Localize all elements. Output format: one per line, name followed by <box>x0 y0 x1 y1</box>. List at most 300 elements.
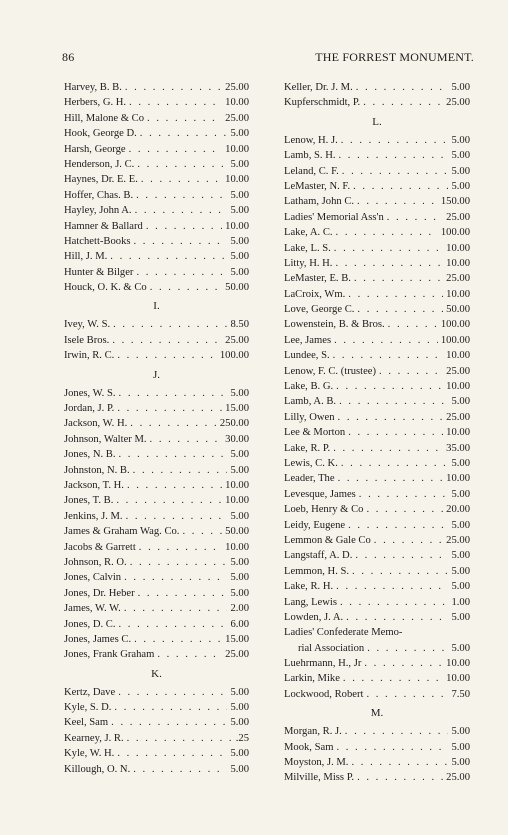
subscriber-name: Jones, W. S. <box>64 387 116 399</box>
section-letter: M. <box>370 707 384 720</box>
subscription-amount: 10.00 <box>446 381 470 393</box>
subscriber-entry <box>64 401 249 416</box>
subscriber-entry <box>284 564 470 579</box>
subscriber-name: Ivey, W. S. <box>64 319 111 331</box>
subscription-amount: 5.00 <box>230 587 249 599</box>
dot-leader <box>338 471 444 486</box>
subscriber-name: Lamb, S. H. <box>284 150 336 162</box>
subscriber-name: Irwin, R. C. <box>64 350 115 362</box>
subscriber-entry <box>64 333 249 348</box>
subscription-amount: 100.00 <box>440 334 470 346</box>
subscription-amount: 100.00 <box>440 227 470 239</box>
subscriber-entry <box>64 432 249 447</box>
dot-leader <box>342 164 449 179</box>
dot-leader <box>335 256 443 271</box>
subscription-amount: 5.00 <box>230 763 249 775</box>
dot-leader <box>146 219 222 234</box>
subscriber-name: Leidy, Eugene <box>284 519 346 531</box>
subscriber-name: Jackson, W. H. <box>64 418 128 430</box>
subscriber-entry <box>284 394 470 409</box>
dot-leader <box>130 555 228 570</box>
page-header <box>62 50 474 66</box>
subscriber-entry <box>284 302 470 317</box>
dot-leader <box>116 493 222 508</box>
subscriber-name: Hill, J. M. <box>64 251 108 263</box>
subscription-amount: 5.00 <box>451 757 470 769</box>
dot-leader <box>117 746 227 761</box>
subscription-amount: 10.00 <box>225 174 249 186</box>
subscriber-entry <box>64 731 249 746</box>
dot-leader <box>129 95 222 110</box>
subscription-amount: 10.00 <box>446 242 470 254</box>
dot-leader <box>126 509 228 524</box>
dot-leader <box>137 157 227 172</box>
subscriber-name: Loeb, Henry & Co <box>284 504 364 516</box>
subscription-amount: 25.00 <box>225 112 249 124</box>
subscription-amount: 7.50 <box>451 688 470 700</box>
subscriber-name: Lemmon, H. S. <box>284 565 350 577</box>
section-letter: I. <box>153 300 160 313</box>
subscription-amount: 100.00 <box>219 350 249 362</box>
subscriber-entry <box>64 386 249 401</box>
dot-leader <box>339 148 449 163</box>
subscriber-name: Levesque, James <box>284 488 356 500</box>
subscriber-entry <box>64 509 249 524</box>
subscriber-entry <box>64 746 249 761</box>
dot-leader <box>336 579 448 594</box>
subscription-amount: 5.00 <box>230 449 249 461</box>
dot-leader <box>141 172 222 187</box>
subscriber-entry <box>64 478 249 493</box>
subscription-amount: 1.00 <box>451 596 470 608</box>
subscriber-entry <box>64 570 249 585</box>
dot-leader <box>336 740 448 755</box>
subscriber-entry <box>64 416 249 431</box>
subscriber-entry <box>284 456 470 471</box>
dot-leader <box>129 142 223 157</box>
subscriber-entry <box>64 234 249 249</box>
subscription-amount: 10.00 <box>446 257 470 269</box>
subscriber-entry <box>64 142 249 157</box>
subscription-amount: 25.00 <box>446 411 470 423</box>
section-letter: L. <box>372 115 382 128</box>
dot-leader <box>140 126 228 141</box>
subscription-amount: 25.00 <box>225 649 249 661</box>
right-column <box>284 80 470 786</box>
subscriber-name: Isele Bros. <box>64 334 110 346</box>
subscriber-name: Lee & Morton <box>284 427 346 439</box>
subscriber-entry <box>284 518 470 533</box>
subscriber-name: Lake, R. H. <box>284 581 334 593</box>
subscriber-entry <box>64 685 249 700</box>
subscription-amount: 5.00 <box>451 642 470 654</box>
dot-leader <box>333 441 443 456</box>
subscription-amount: 25.00 <box>446 365 470 377</box>
subscription-amount: 30.00 <box>225 433 249 445</box>
subscriber-name: Lang, Lewis <box>284 596 337 608</box>
dot-leader <box>363 95 443 110</box>
subscription-amount: 5.00 <box>230 702 249 714</box>
subscriber-name: Hatchett-Books <box>64 235 131 247</box>
dot-leader <box>133 463 228 478</box>
subscription-amount: 5.00 <box>451 519 470 531</box>
dot-leader <box>366 502 443 517</box>
subscription-amount: 5.00 <box>230 251 249 263</box>
subscriber-entry <box>64 463 249 478</box>
dot-leader <box>351 755 448 770</box>
dot-leader <box>134 234 228 249</box>
subscriber-name: Lewis, C. K. <box>284 457 338 469</box>
subscription-amount: 10.00 <box>225 479 249 491</box>
subscriber-entry <box>284 625 470 640</box>
subscriber-name: Langstaff, A. D. <box>284 550 353 562</box>
dot-leader <box>340 595 448 610</box>
subscriber-name: Kyle, S. D. <box>64 702 112 714</box>
dot-leader <box>150 280 222 295</box>
dot-leader <box>114 700 227 715</box>
subscription-amount: 35.00 <box>446 442 470 454</box>
subscription-amount: 5.00 <box>230 510 249 522</box>
subscription-amount: 5.00 <box>230 748 249 760</box>
subscriber-name: Morgan, R. J. <box>284 726 342 738</box>
subscription-amount: 25.00 <box>225 82 249 93</box>
subscriber-entry <box>284 755 470 770</box>
subscriber-name: Jones, Calvin <box>64 572 122 584</box>
dot-leader <box>339 394 448 409</box>
dot-leader <box>379 364 443 379</box>
subscription-amount: 5.00 <box>230 266 249 278</box>
dot-leader <box>182 524 222 539</box>
subscriber-entry <box>284 164 470 179</box>
subscriber-entry <box>284 687 470 702</box>
dot-leader <box>387 210 443 225</box>
subscriber-entry <box>64 219 249 234</box>
subscriber-name: Herbers, G. H. <box>64 97 127 109</box>
subscription-amount: 25.00 <box>446 273 470 285</box>
dot-leader <box>359 487 449 502</box>
subscription-amount: 5.00 <box>451 165 470 177</box>
subscription-amount: 10.00 <box>446 350 470 362</box>
subscriber-name: Keller, Dr. J. M. <box>284 82 353 93</box>
subscription-amount: 10.00 <box>225 220 249 232</box>
subscriber-name: Jenkins, J. M. <box>64 510 123 522</box>
subscriber-entry <box>64 647 249 662</box>
dot-leader <box>119 617 228 632</box>
dot-leader <box>136 265 227 280</box>
subscriber-name: Killough, O. N. <box>64 763 131 775</box>
subscriber-name: Jones, Dr. Heber <box>64 587 135 599</box>
subscription-amount: 25.00 <box>446 211 470 223</box>
dot-leader <box>364 656 443 671</box>
subscriber-name: Moyston, J. M. <box>284 757 349 769</box>
section-letter: J. <box>152 368 161 381</box>
subscription-amount: 10.00 <box>225 97 249 109</box>
subscriber-name: Hook, George D. <box>64 128 137 140</box>
dot-leader <box>348 518 448 533</box>
subscriber-name: Lake, A. C. <box>284 227 333 239</box>
subscription-amount: 5.00 <box>451 611 470 623</box>
subscription-amount: .25 <box>235 732 249 744</box>
subscription-amount: 100.00 <box>440 319 470 331</box>
dot-leader <box>117 401 222 416</box>
subscriber-entry <box>64 80 249 95</box>
subscriber-entry <box>284 317 470 332</box>
subscriber-entry <box>284 241 470 256</box>
dot-leader <box>119 386 228 401</box>
subscriber-name: James & Graham Wag. Co. <box>64 526 180 538</box>
dot-leader <box>124 570 227 585</box>
subscriber-name: Harsh, George <box>64 143 126 155</box>
subscription-amount: 10.00 <box>446 288 470 300</box>
subscription-amount: 25.00 <box>225 334 249 346</box>
subscriber-name: Hoffer, Chas. B. <box>64 189 134 201</box>
subscriber-name: rial Association <box>298 642 365 654</box>
subscriber-entry <box>284 194 470 209</box>
subscriber-name: Kertz, Dave <box>64 686 116 698</box>
subscription-amount: 5.00 <box>230 686 249 698</box>
dot-leader <box>338 410 444 425</box>
dot-leader <box>374 533 443 548</box>
subscriber-name: Hill, Malone & Co <box>64 112 145 124</box>
subscriber-entry <box>284 95 470 110</box>
subscriber-entry <box>64 95 249 110</box>
subscriber-entry <box>64 348 249 363</box>
subscription-amount: 10.00 <box>446 658 470 670</box>
subscription-amount: 15.00 <box>225 633 249 645</box>
subscriber-entry <box>284 502 470 517</box>
dot-leader <box>157 647 222 662</box>
subscriber-name: Lake, L. S. <box>284 242 331 254</box>
dot-leader <box>357 770 443 785</box>
subscriber-name: Luehrmann, H., Jr <box>284 658 362 670</box>
dot-leader <box>150 432 223 447</box>
subscriber-name: Lundee, S. <box>284 350 330 362</box>
dot-leader <box>345 724 449 739</box>
subscriber-name: Henderson, J. C. <box>64 158 135 170</box>
subscriber-name: Lowenstein, B. & Bros. <box>284 319 385 331</box>
subscriber-name: Houck, O. K. & Co <box>64 282 147 294</box>
subscriber-entry <box>64 265 249 280</box>
subscription-amount: 10.00 <box>446 673 470 685</box>
subscriber-name: Lee, James <box>284 334 332 346</box>
subscriber-name: Johnson, R. O. <box>64 556 127 568</box>
subscription-amount: 5.00 <box>230 189 249 201</box>
subscriber-name: LeMaster, E. B. <box>284 273 351 285</box>
subscription-amount: 5.00 <box>451 134 470 146</box>
dot-leader <box>352 564 448 579</box>
subscriber-name: Jones, N. B. <box>64 449 116 461</box>
dot-leader <box>147 111 222 126</box>
subscription-amount: 20.00 <box>446 504 470 516</box>
subscription-amount: 5.00 <box>230 387 249 399</box>
subscriber-name: Johnson, Walter M. <box>64 433 147 445</box>
subscriber-name: Ladies' Memorial Ass'n <box>284 211 384 223</box>
subscriber-name: Lenow, H. J. <box>284 134 338 146</box>
dot-leader <box>136 188 227 203</box>
dot-leader <box>134 632 222 647</box>
subscriber-name: Hamner & Ballard <box>64 220 143 232</box>
subscriber-name: Lake, R. P. <box>284 442 331 454</box>
subscriber-entry <box>284 225 470 240</box>
subscriber-entry <box>64 700 249 715</box>
subscriber-name: Jackson, T. H. <box>64 479 124 491</box>
subscription-amount: 50.00 <box>446 304 470 316</box>
subscriber-name: Mook, Sam <box>284 741 334 753</box>
subscription-amount: 5.00 <box>230 158 249 170</box>
subscription-amount: 5.00 <box>230 556 249 568</box>
dot-leader <box>356 80 449 95</box>
subscriber-entry <box>284 271 470 286</box>
subscriber-name: Milville, Miss P. <box>284 772 355 784</box>
subscriber-name: Hayley, John A. <box>64 205 132 217</box>
subscriber-name: Ladies' Confederate Memo- <box>284 627 403 639</box>
subscriber-name: James, W. W. <box>64 603 121 615</box>
subscriber-entry <box>284 425 470 440</box>
subscriber-name: Lowden, J. A. <box>284 611 344 623</box>
subscription-amount: 10.00 <box>225 495 249 507</box>
subscriber-name: Larkin, Mike <box>284 673 340 685</box>
subscription-amount: 5.00 <box>451 726 470 738</box>
subscriber-entry <box>64 126 249 141</box>
subscription-amount: 5.00 <box>451 550 470 562</box>
subscriber-entry <box>284 656 470 671</box>
subscriber-entry <box>284 287 470 302</box>
dot-leader <box>139 540 222 555</box>
dot-leader <box>334 241 443 256</box>
subscriber-entry <box>64 317 249 332</box>
subscriber-entry <box>64 540 249 555</box>
subscriber-entry <box>284 333 470 348</box>
subscriber-name: Jones, T. B. <box>64 495 114 507</box>
section-letter: K. <box>151 667 162 680</box>
subscriber-name: Kupferschmidt, P. <box>284 97 361 109</box>
dot-leader <box>366 687 448 702</box>
subscription-amount: 5.00 <box>451 581 470 593</box>
dot-leader <box>348 287 443 302</box>
subscriber-name: Jones, D. C. <box>64 618 116 630</box>
dot-leader <box>336 225 438 240</box>
subscriber-name: Jones, James C. <box>64 633 132 645</box>
dot-leader <box>341 133 449 148</box>
subscription-amount: 5.00 <box>451 396 470 408</box>
dot-leader <box>125 80 222 95</box>
subscriber-entry <box>284 641 470 656</box>
subscription-amount: 5.00 <box>451 565 470 577</box>
subscriber-entry <box>284 256 470 271</box>
subscriber-entry <box>64 493 249 508</box>
subscriber-entry <box>284 770 470 785</box>
subscription-amount: 5.00 <box>230 464 249 476</box>
subscription-amount: 5.00 <box>230 128 249 140</box>
subscription-amount: 25.00 <box>446 772 470 784</box>
dot-leader <box>124 601 228 616</box>
subscriber-name: Lake, B. G. <box>284 381 334 393</box>
subscriber-entry <box>284 348 470 363</box>
subscriber-entry <box>64 632 249 647</box>
subscriber-entry <box>284 548 470 563</box>
subscriber-name: Jacobs & Garrett <box>64 541 136 553</box>
subscription-amount: 5.00 <box>451 82 470 93</box>
subscription-amount: 10.00 <box>225 541 249 553</box>
subscription-amount: 250.00 <box>219 418 249 430</box>
subscriber-entry <box>284 579 470 594</box>
subscriber-name: Lockwood, Robert <box>284 688 364 700</box>
subscriber-name: Lenow, F. C. (trustee) <box>284 365 377 377</box>
subscriber-entry <box>284 595 470 610</box>
subscriber-entry <box>284 179 470 194</box>
subscription-amount: 50.00 <box>225 282 249 294</box>
subscriber-name: Harvey, B. B. <box>64 82 122 93</box>
subscriber-entry <box>284 441 470 456</box>
subscriber-entry <box>284 724 470 739</box>
subscriber-name: Lemmon & Gale Co <box>284 534 371 546</box>
dot-leader <box>353 179 448 194</box>
dot-leader <box>138 586 228 601</box>
dot-leader <box>112 333 222 348</box>
subscriber-name: Jones, Frank Graham <box>64 649 155 661</box>
subscriber-entry <box>284 364 470 379</box>
subscriber-entry <box>64 111 249 126</box>
subscriber-entry <box>64 715 249 730</box>
subscriber-entry <box>64 762 249 777</box>
subscriber-entry <box>64 157 249 172</box>
subscription-amount: 2.00 <box>230 603 249 615</box>
running-title: THE FORREST MONUMENT. <box>315 50 474 64</box>
subscriber-name: Haynes, Dr. E. E. <box>64 174 138 186</box>
subscriber-entry <box>284 610 470 625</box>
dot-leader <box>119 447 228 462</box>
subscription-amount: 5.00 <box>451 150 470 162</box>
subscription-amount: 10.00 <box>225 143 249 155</box>
subscriber-entry <box>64 586 249 601</box>
subscriber-entry <box>64 601 249 616</box>
dot-leader <box>341 456 449 471</box>
dot-leader <box>127 478 222 493</box>
dot-leader <box>135 203 228 218</box>
dot-leader <box>336 379 443 394</box>
subscription-amount: 25.00 <box>446 97 470 109</box>
subscription-amount: 5.00 <box>451 488 470 500</box>
subscription-amount: 8.50 <box>230 319 249 331</box>
subscription-amount: 6.00 <box>230 618 249 630</box>
dot-leader <box>113 317 227 332</box>
subscriber-entry <box>284 487 470 502</box>
subscriber-entry <box>284 533 470 548</box>
subscriber-name: Lilly, Owen <box>284 411 335 423</box>
subscriber-entry <box>284 148 470 163</box>
dot-leader <box>127 731 233 746</box>
subscription-amount: 5.00 <box>230 205 249 217</box>
subscriber-entry <box>64 447 249 462</box>
subscriber-name: Johnston, N. B. <box>64 464 130 476</box>
subscriber-entry <box>64 249 249 264</box>
subscriber-entry <box>284 740 470 755</box>
dot-leader <box>367 641 448 656</box>
subscriber-name: Latham, John C. <box>284 196 355 208</box>
subscriber-entry <box>284 671 470 686</box>
subscriber-entry <box>64 172 249 187</box>
subscriber-entry <box>284 379 470 394</box>
subscriber-entry <box>64 203 249 218</box>
dot-leader <box>334 333 438 348</box>
subscription-amount: 15.00 <box>225 403 249 415</box>
dot-leader <box>348 425 443 440</box>
subscription-amount: 25.00 <box>446 534 470 546</box>
subscription-amount: 5.00 <box>230 572 249 584</box>
subscriber-entry <box>284 80 470 95</box>
dot-leader <box>346 610 448 625</box>
subscription-amount: 5.00 <box>451 457 470 469</box>
